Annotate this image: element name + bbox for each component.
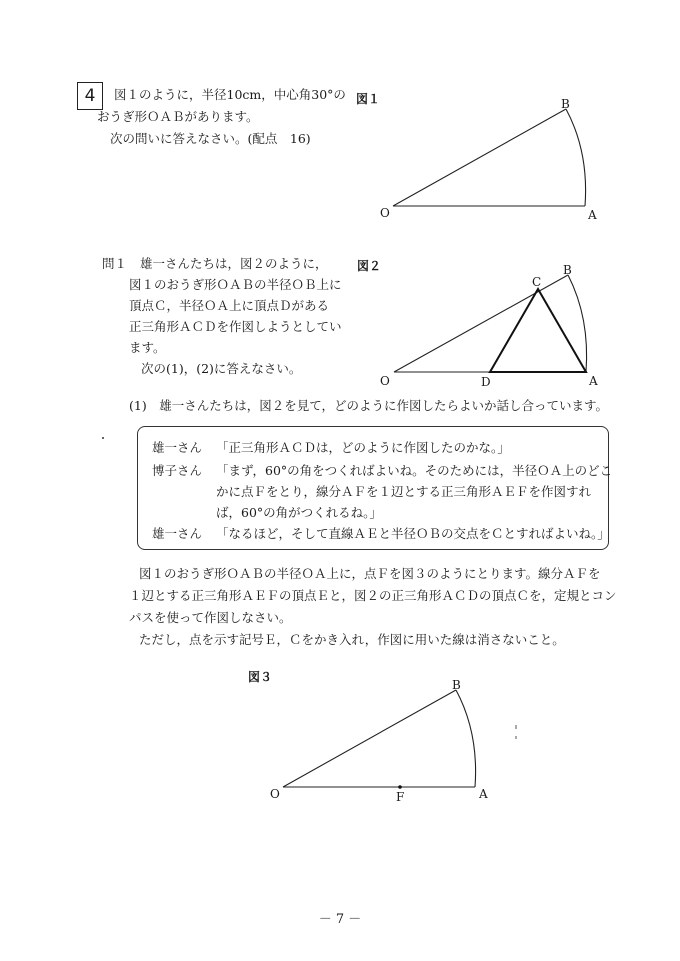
dialog-line-2a: 「まず，60°の角をつくればよいね。そのためには，半径ＯＡ上のどこ — [216, 463, 613, 478]
dialog-line-1: 「正三角形ＡＣＤは，どのように作図したのかな。」 — [216, 440, 510, 455]
fig1-point-o: O — [380, 206, 390, 220]
q1-label: 問１ — [102, 256, 128, 271]
fig3-arc-ab — [456, 690, 476, 787]
instruction-line-3: パスを使って作図しなさい。 — [129, 610, 292, 625]
instruction-line-4: ただし，点を示す記号Ｅ，Ｃをかき入れ，作図に用いた線は消さないこと。 — [139, 632, 565, 647]
instruction-line-2: １辺とする正三角形ＡＥＦの頂点Ｅと，図２の正三角形ＡＣＤの頂点Ｃを，定規とコン — [129, 588, 617, 603]
q1-line-2: 図１のおうぎ形ＯＡＢの半径ＯＢ上に — [129, 277, 342, 292]
dialog-speaker-1: 雄一さん — [152, 440, 203, 455]
fig2-point-o: O — [380, 374, 390, 388]
intro-line-3: 次の問いに答えなさい。(配点 16) — [110, 131, 311, 146]
fig2-point-b: B — [563, 263, 572, 277]
q1-line-4: 正三角形ＡＣＤを作図しようとしてい — [129, 319, 342, 334]
page-number: － 7 － — [318, 912, 362, 927]
q1-line-5: ます。 — [129, 340, 166, 355]
figure-2-label: 図２ — [357, 259, 382, 273]
dialog-line-2b: かに点Ｆをとり，線分ＡＦを１辺とする正三角形ＡＥＦを作図すれ — [216, 484, 592, 499]
figure-1-label: 図１ — [356, 92, 381, 106]
fig3-point-o: O — [270, 787, 280, 801]
sub-question-1: (1) 雄一さんたちは，図２を見て，どのように作図したらよいか話し合っています。 — [129, 398, 608, 413]
fig3-point-b: B — [452, 678, 461, 692]
dialog-speaker-3: 雄一さん — [152, 526, 203, 541]
fig3-radius-ob — [283, 690, 456, 787]
fig2-point-c: C — [532, 275, 542, 289]
dialog-speaker-2: 博子さん — [152, 463, 203, 478]
q1-line-1: 雄一さんたちは，図２のように， — [140, 256, 328, 271]
question-number-box: 4 — [77, 82, 103, 110]
fig3-point-f: F — [396, 790, 405, 804]
fig1-point-b: B — [561, 97, 570, 111]
intro-line-1: 図１のように，半径10cm，中心角30°の — [114, 87, 346, 102]
dialog-line-2c: ば，60°の角がつくれるね。」 — [216, 505, 382, 520]
intro-line-2: おうぎ形ＯＡＢがあります。 — [97, 109, 259, 124]
fig2-point-d: D — [481, 375, 491, 389]
fig1-point-a: A — [588, 208, 597, 222]
dialog-line-3: 「なるほど，そして直線ＡＥと半径ＯＢの交点をＣとすればよいね。」 — [216, 526, 610, 541]
fig2-point-a: A — [589, 374, 598, 388]
fig3-point-f-dot — [398, 785, 402, 789]
instruction-line-1: 図１のおうぎ形ＯＡＢの半径ＯＡ上に，点Ｆを図３のようにとります。線分ＡＦを — [139, 566, 601, 581]
q1-line-6: 次の(1)，(2)に答えなさい。 — [141, 361, 302, 376]
q1-line-3: 頂点Ｃ，半径ＯＡ上に頂点Ｄがある — [129, 298, 330, 313]
figure-3-label: 図３ — [248, 670, 273, 684]
fig3-point-a: A — [479, 787, 488, 801]
